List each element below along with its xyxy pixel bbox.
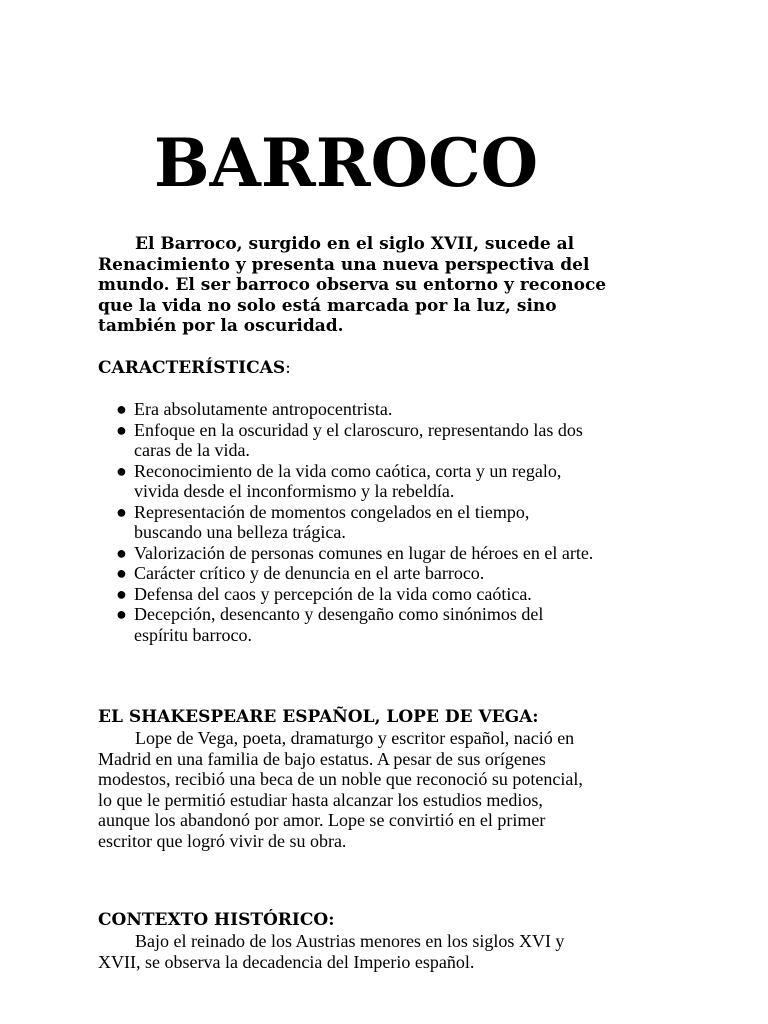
intro-paragraph [98,234,608,337]
list-item-text: Era absolutamente antropocentrista. [134,399,393,419]
list-item [116,543,596,564]
document-title: BARROCO [153,124,539,202]
bullet-icon: ● [116,501,127,522]
list-item [116,502,596,543]
list-item [116,461,596,502]
bullet-icon: ● [116,399,127,419]
characteristics-list [116,399,596,645]
historical-context-paragraph [98,931,588,972]
characteristics-heading-colon: : [285,358,291,378]
intro-text: El Barroco, surgido en el siglo XVII, sucede al Renacimiento y presenta una nueva perspectiva del mundo. El ser barroco observa su entorno y reconoce que la vida no solo está marcada por la luz, sino también por la oscuridad. [98,234,607,336]
list-item [116,563,596,584]
bullet-icon: ● [116,542,127,563]
list-item [116,420,596,461]
list-item-text: Representación de momentos congelados en el tiempo, buscando una belleza trágica. [134,501,530,542]
characteristics-heading [98,358,291,378]
characteristics-heading-text: CARACTERÍSTICAS [98,358,286,378]
bullet-icon: ● [116,604,127,624]
historical-context-heading: CONTEXTO HISTÓRICO: [98,910,335,930]
bullet-icon: ● [116,460,127,481]
list-item-text: Reconocimiento de la vida como caótica, corta y un regalo, vivida desde el inconformismo y la rebeldía. [134,460,562,501]
list-item-text: Enfoque en la oscuridad y el claroscuro, representando las dos caras de la vida. [134,419,583,460]
list-item-text: Defensa del caos y percepción de la vida como caótica. [134,583,532,604]
lope-de-vega-paragraph [98,728,588,851]
lope-de-vega-text: Lope de Vega, poeta, dramaturgo y escritor español, nació en Madrid en una familia de bajo estatus. A pesar de sus orígenes modestos, recibió una beca de un noble que reconoció su potencial, lo que le permitió estudiar hasta alcanzar los estudios medios, aunque los abandonó por amor. Lope se convirtió en el primer escritor que logró vivir de su obra. [98,728,583,851]
bullet-icon: ● [116,419,127,440]
historical-context-text: Bajo el reinado de los Austrias menores en los siglos XVI y XVII, se observa la decadencia del Imperio español. [98,931,565,972]
list-item-text: Valorización de personas comunes en lugar de héroes en el arte. [134,542,594,563]
list-item-text: Decepción, desencanto y desengaño como sinónimos del espíritu barroco. [134,604,544,645]
list-item [116,584,596,605]
list-item-text: Carácter crítico y de denuncia en el arte barroco. [134,563,485,583]
bullet-icon: ● [116,563,127,583]
bullet-icon: ● [116,583,127,604]
list-item [116,399,596,420]
list-item [116,604,596,645]
lope-de-vega-heading: EL SHAKESPEARE ESPAÑOL, LOPE DE VEGA: [98,707,539,727]
